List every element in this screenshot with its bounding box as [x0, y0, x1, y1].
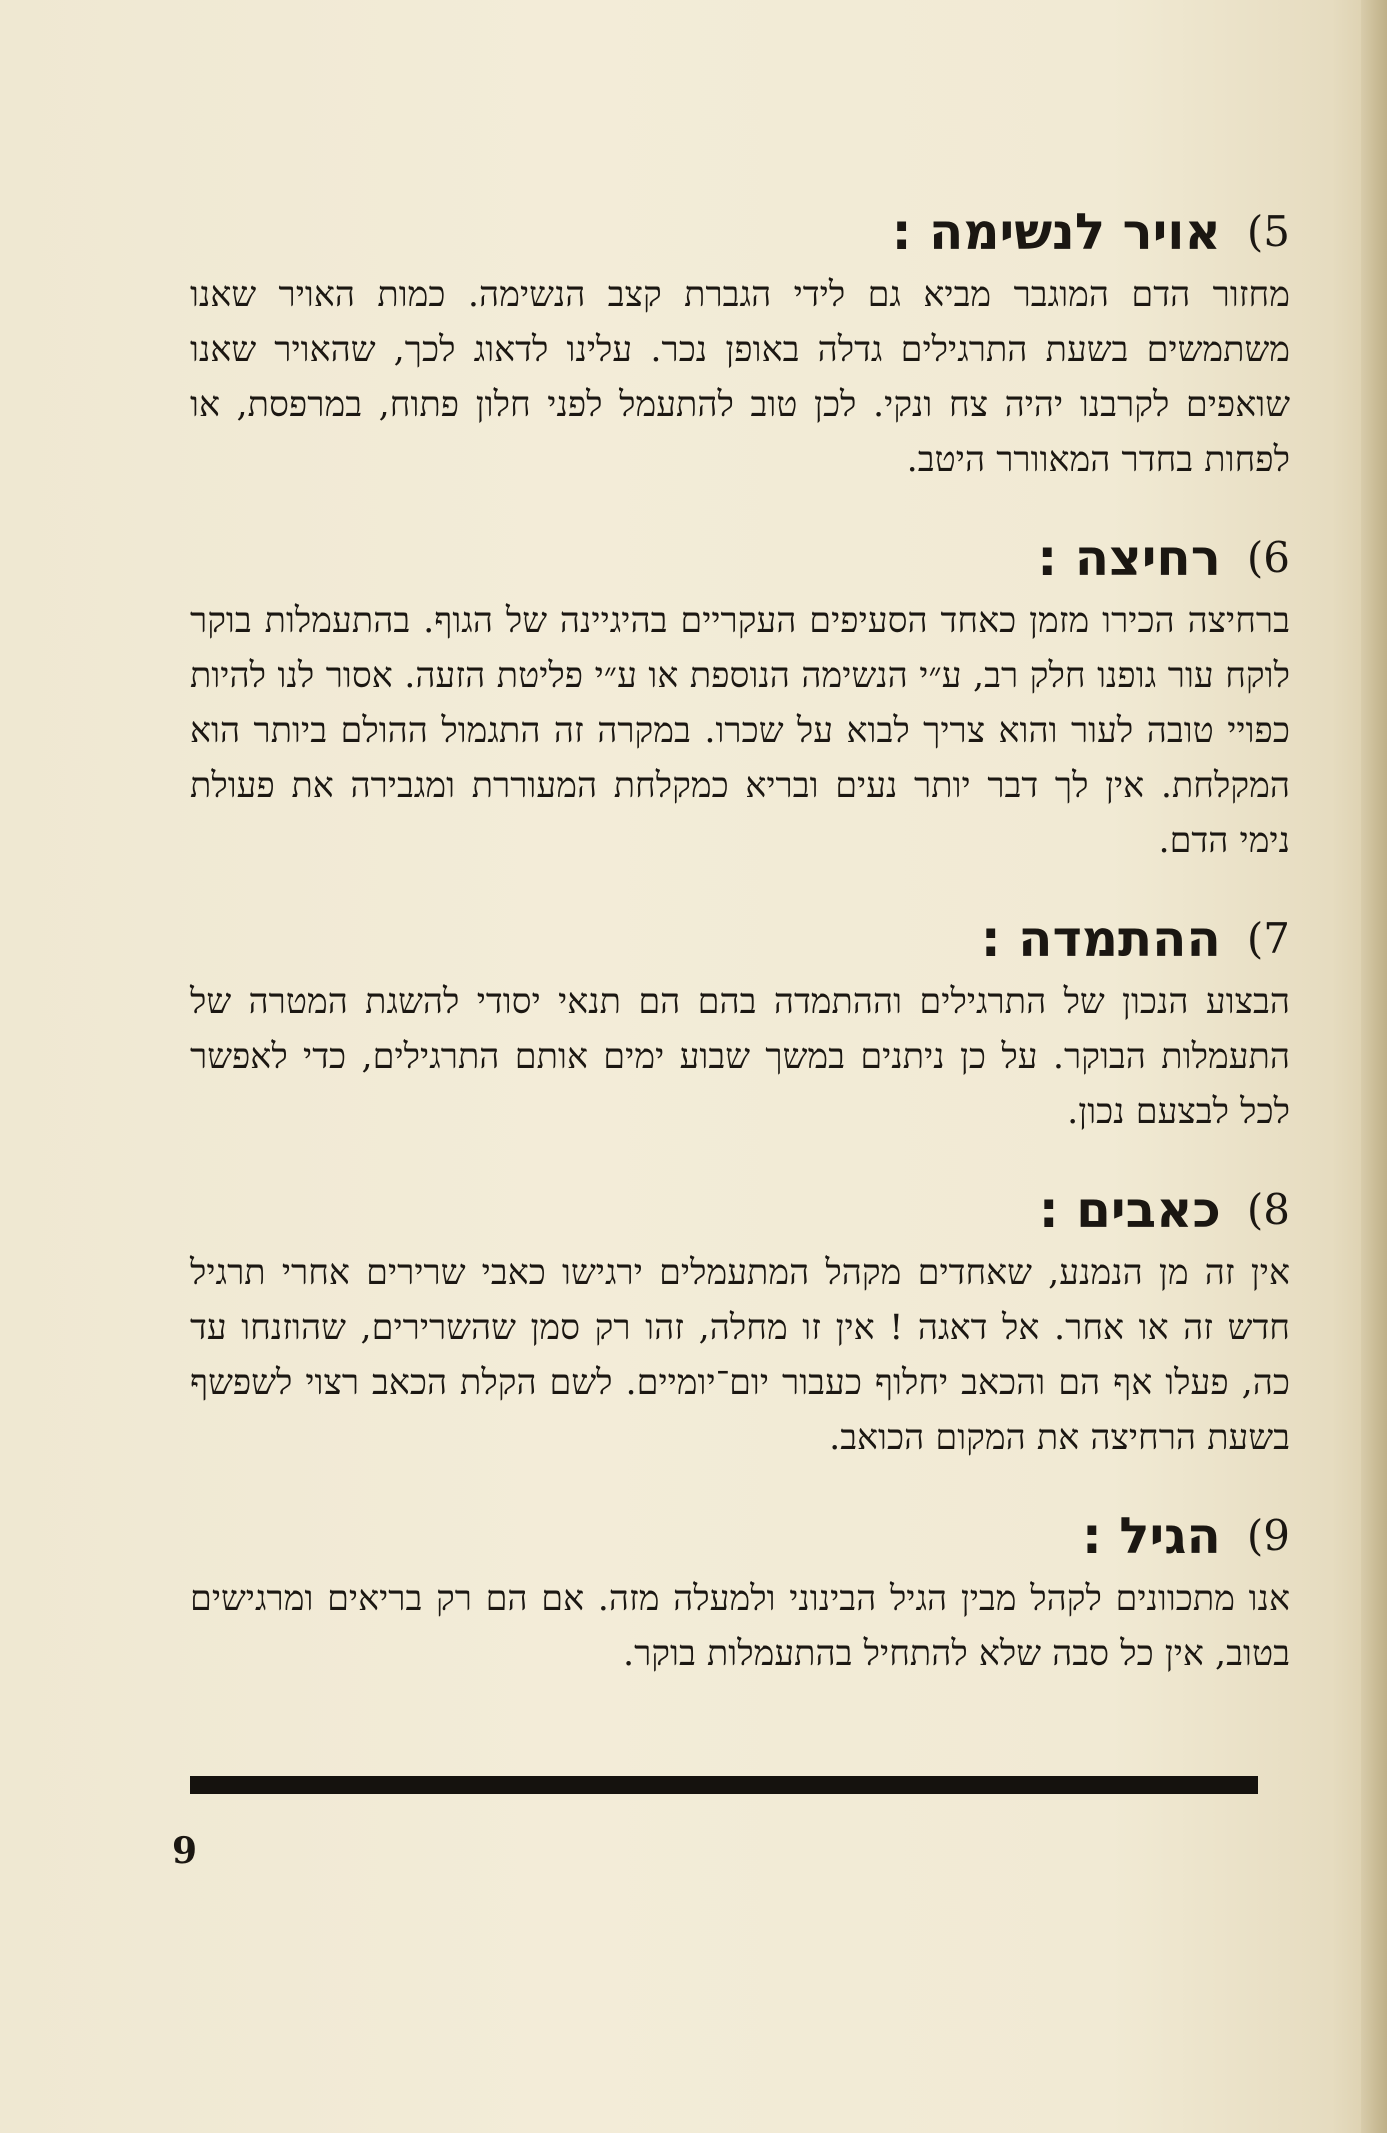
section-title: הגיל : — [1081, 1507, 1221, 1565]
section-title: ההתמדה : — [980, 910, 1221, 968]
section-paragraph: אין זה מן הנמנע, שאחדים מקהל המתעמלים ירגישו כאבי שרירים אחרי תרגיל חדש זה או אחר. אל דאגה ! אין זו מחלה, זהו רק סמן שהשרירים, שהוזנחו עד כה, פעלו אף הם והכאב יחלוף כעבור יום־יומיים. לשם הקלת הכאב רצוי לשפשף בשעת הרחיצה את המקום הכואב. — [190, 1253, 1290, 1458]
section-title: כאבים : — [1038, 1181, 1221, 1239]
section-number: 6) — [1246, 533, 1290, 582]
page-content — [190, 200, 1290, 1720]
section-heading — [190, 1178, 1290, 1242]
section-persistence — [190, 907, 1290, 1140]
section-title: אויר לנשימה : — [891, 203, 1221, 261]
section-heading — [190, 907, 1290, 971]
section-pains — [190, 1178, 1290, 1466]
section-heading — [190, 200, 1290, 264]
section-number: 7) — [1246, 914, 1290, 963]
section-heading — [190, 526, 1290, 590]
section-paragraph: אנו מתכוונים לקהל מבין הגיל הבינוני ולמעלה מזה. אם הם רק בריאים ומרגישים בטוב, אין כל סבה שלא להתחיל בהתעמלות בוקר. — [190, 1579, 1290, 1674]
section-number: 9) — [1246, 1511, 1290, 1560]
page-edge — [1361, 0, 1387, 2133]
section-paragraph: מחזור הדם המוגבר מביא גם לידי הגברת קצב הנשימה. כמות האויר שאנו משתמשים בשעת התרגילים גדלה באופן נכר. עלינו לדאוג לכך, שהאויר שאנו שואפים לקרבנו יהיה צח ונקי. לכן טוב להתעמל לפני חלון פתוח, במרפסת, או לפחות בחדר המאוורר היטב. — [190, 275, 1290, 480]
section-number: 5) — [1246, 207, 1290, 256]
section-heading — [190, 1504, 1290, 1568]
section-washing — [190, 526, 1290, 869]
section-title: רחיצה : — [1037, 529, 1221, 587]
section-paragraph: ברחיצה הכירו מזמן כאחד הסעיפים העקריים בהיגיינה של הגוף. בהתעמלות בוקר לוקח עור גופנו חלק רב, ע״י הנשימה הנוספת או ע״י פליטת הזעה. אסור לנו להיות כפויי טובה לעור והוא צריך לבוא על שכרו. במקרה זה התגמול ההולם ביותר הוא המקלחת. אין לך דבר יותר נעים ובריא כמקלחת המעוררת ומגבירה את פעולת נימי הדם. — [190, 601, 1290, 861]
horizontal-rule — [190, 1776, 1258, 1794]
page-number: 9 — [172, 1830, 198, 1872]
section-number: 8) — [1246, 1185, 1290, 1234]
section-fresh-air — [190, 200, 1290, 488]
section-paragraph: הבצוע הנכון של התרגילים וההתמדה בהם הם תנאי יסודי להשגת המטרה של התעמלות הבוקר. על כן ניתנים במשך שבוע ימים אותם התרגילים, כדי לאפשר לכל לבצעם נכון. — [190, 982, 1290, 1132]
section-age — [190, 1504, 1290, 1682]
